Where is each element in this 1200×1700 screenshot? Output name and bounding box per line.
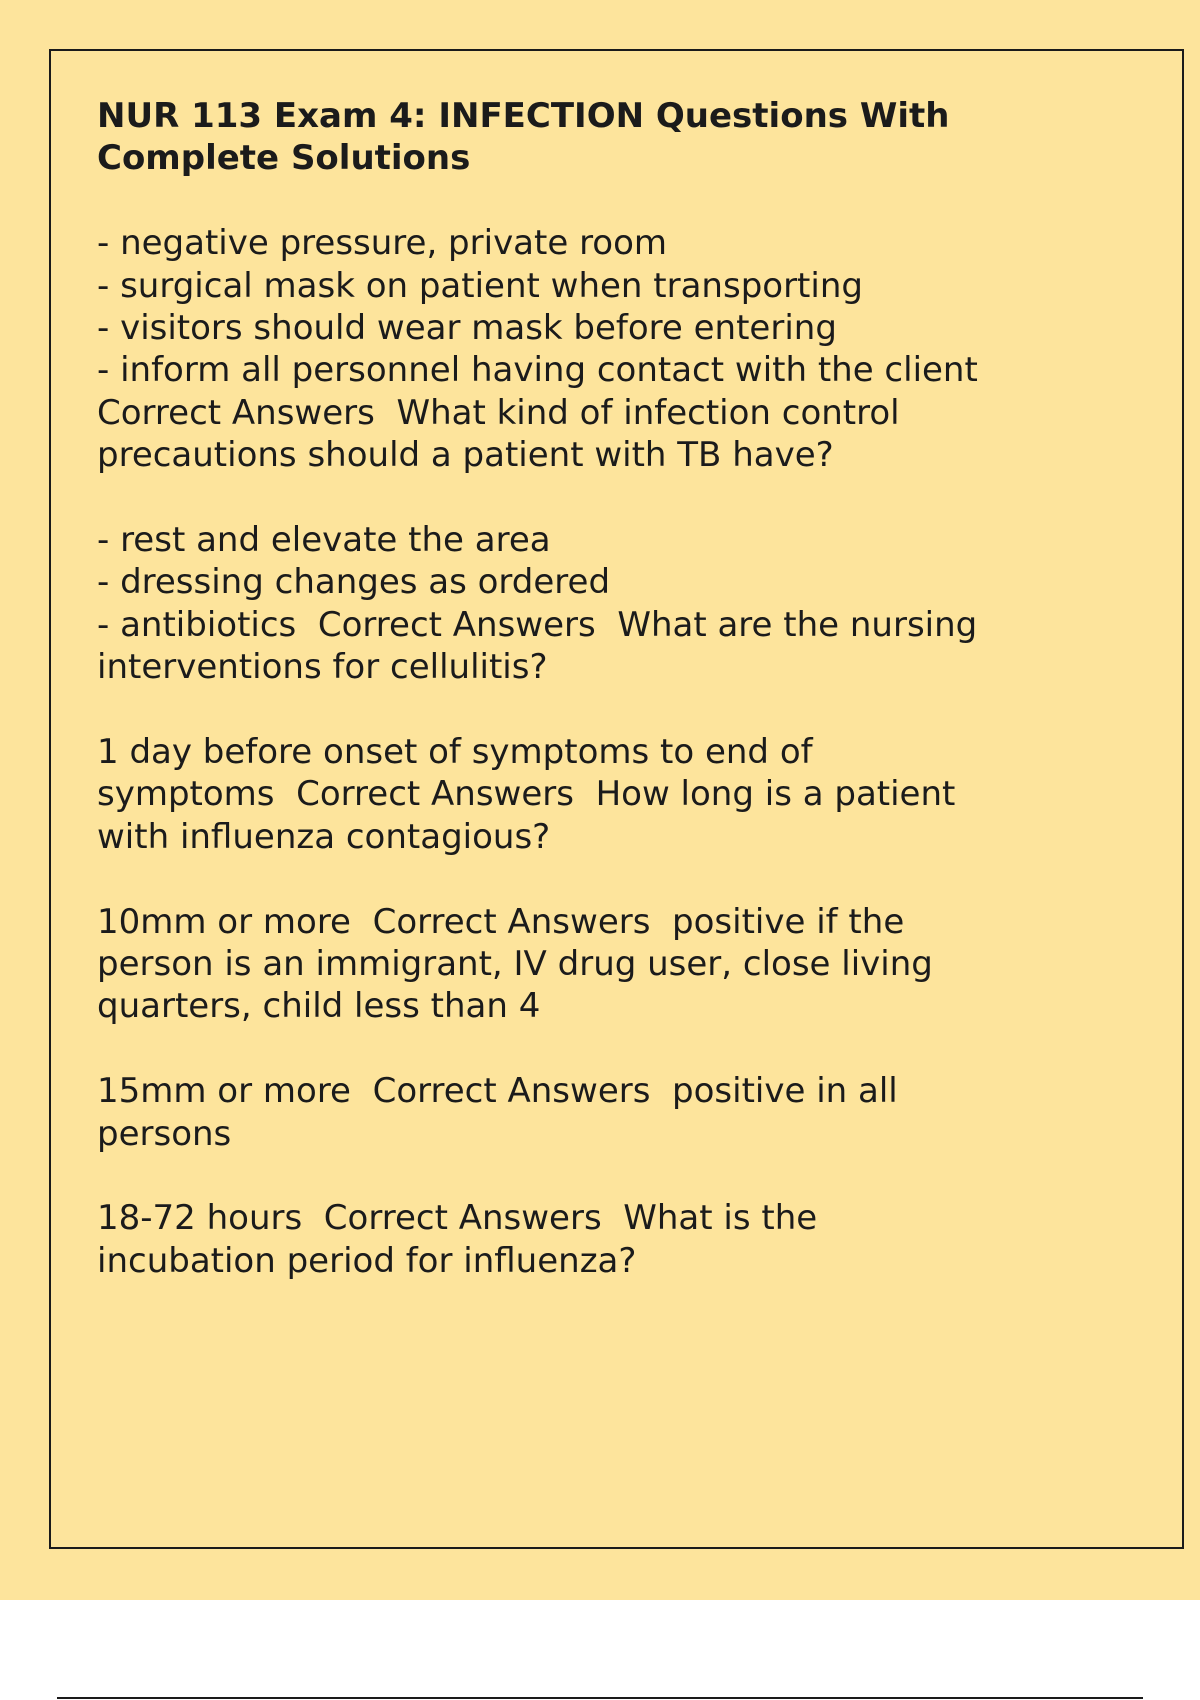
document-title xyxy=(97,95,1097,180)
qa-block-cellulitis xyxy=(97,519,1097,689)
qa-line: with influenza contagious? xyxy=(97,816,551,857)
qa-line: symptoms Correct Answers How long is a patient xyxy=(97,774,956,815)
qa-line: - surgical mask on patient when transporting xyxy=(97,265,863,306)
qa-line: - visitors should wear mask before entering xyxy=(97,308,837,349)
qa-line: - inform all personnel having contact with the client xyxy=(97,350,978,391)
qa-line: - rest and elevate the area xyxy=(97,520,551,561)
qa-line: - antibiotics Correct Answers What are the nursing xyxy=(97,604,978,645)
qa-line: precautions should a patient with TB have? xyxy=(97,435,834,476)
qa-line: incubation period for influenza? xyxy=(97,1240,637,1281)
qa-line: 10mm or more Correct Answers positive if the xyxy=(97,901,905,942)
title-line: NUR 113 Exam 4: INFECTION Questions With xyxy=(97,96,950,136)
qa-line: Correct Answers What kind of infection control xyxy=(97,392,900,433)
document-content xyxy=(97,95,1097,1282)
footer-divider xyxy=(57,1697,1143,1699)
qa-block-tb-precautions xyxy=(97,222,1097,476)
qa-line: 18-72 hours Correct Answers What is the xyxy=(97,1198,818,1239)
qa-block-incubation xyxy=(97,1197,1097,1282)
qa-line: quarters, child less than 4 xyxy=(97,986,541,1027)
qa-block-15mm xyxy=(97,1070,1097,1155)
qa-line: - negative pressure, private room xyxy=(97,223,668,264)
qa-line: interventions for cellulitis? xyxy=(97,647,548,688)
qa-block-influenza-contagious xyxy=(97,731,1097,858)
qa-block-10mm xyxy=(97,901,1097,1028)
qa-line: person is an immigrant, IV drug user, close living xyxy=(97,944,933,985)
title-line: Complete Solutions xyxy=(97,138,471,179)
qa-line: persons xyxy=(97,1113,232,1154)
qa-line: 15mm or more Correct Answers positive in all xyxy=(97,1071,898,1112)
qa-line: - dressing changes as ordered xyxy=(97,562,611,603)
qa-line: 1 day before onset of symptoms to end of xyxy=(97,732,813,773)
